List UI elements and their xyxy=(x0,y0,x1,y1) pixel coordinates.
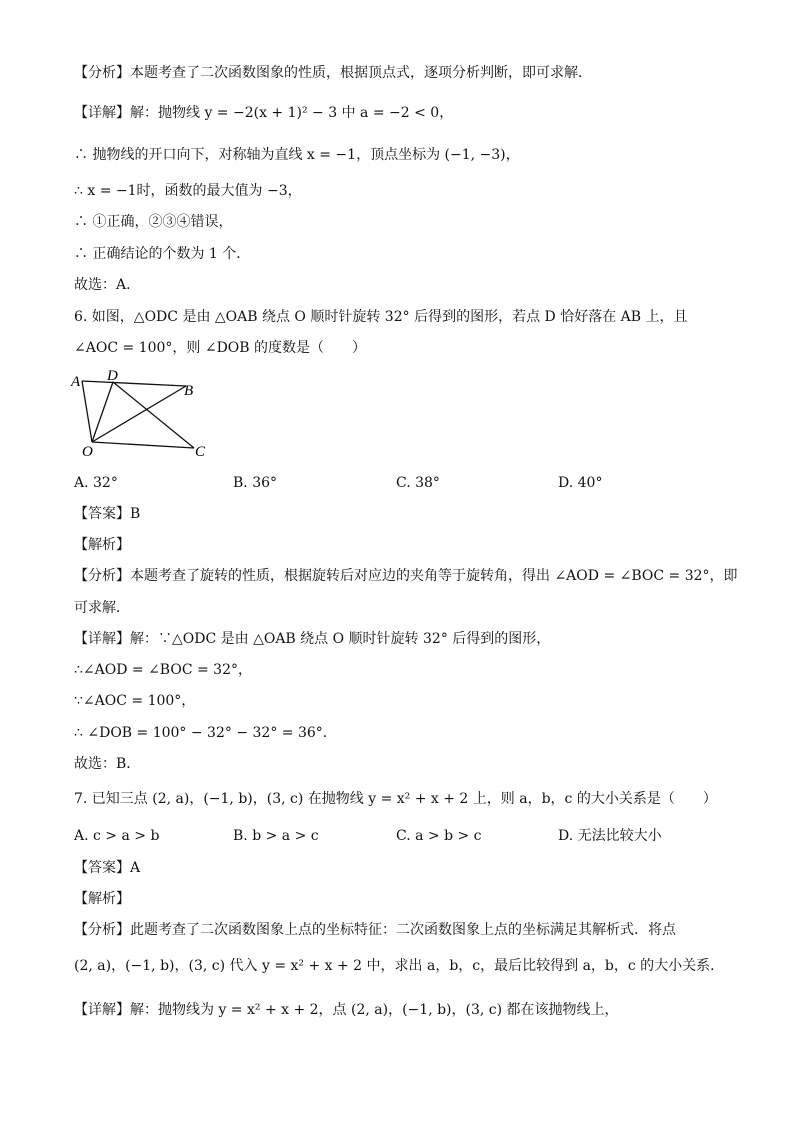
solution-q5-step1: ∴ 抛物线的开口向下，对称轴为直线 x = −1，顶点坐标为 (−1, −3)， xyxy=(74,147,520,163)
question-7-text: 7. 已知三点 (2, a)，(−1, b)，(3, c) 在抛物线 y = x² + x + 2 上，则 a，b，c 的大小关系是（ ） xyxy=(74,791,717,807)
answer-q6: 【答案】B xyxy=(74,506,141,522)
explanation-q7: 【解析】 xyxy=(74,891,130,907)
label-B: B xyxy=(184,383,194,399)
analysis-q7-cont: (2, a)，(−1, b)，(3, c) 代入 y = x² + x + 2 中，求出 a，b，c，最后比较得到 a，b，c 的大小关系． xyxy=(74,958,725,974)
q7-option-c: C. a > b > c xyxy=(396,828,482,844)
rotation-figure xyxy=(66,366,216,460)
solution-q7: 【详解】解：抛物线为 y = x² + x + 2，点 (2, a)，(−1, b)，(3, c) 都在该抛物线上， xyxy=(74,1002,619,1018)
solution-q6-step1: ∴∠AOD = ∠BOC = 32°， xyxy=(74,662,252,678)
q6-option-d: D. 40° xyxy=(558,475,603,491)
solution-q5-step4: ∴ 正确结论的个数为 1 个． xyxy=(74,246,251,262)
solution-q5: 【详解】解：抛物线 y = −2(x + 1)² − 3 中 a = −2 < 0， xyxy=(74,105,454,121)
solution-q5-step3: ∴ ①正确，②③④错误， xyxy=(74,214,233,230)
q6-option-c: C. 38° xyxy=(396,475,440,491)
segment-BO xyxy=(92,386,186,442)
label-D: D xyxy=(107,368,118,384)
solution-q6: 【详解】解：∵△ODC 是由 △OAB 绕点 O 顺时针旋转 32° 后得到的图形， xyxy=(74,631,551,647)
answer-choice-q5: 故选：A． xyxy=(74,277,141,293)
question-6-text: 6. 如图，△ODC 是由 △OAB 绕点 O 顺时针旋转 32° 后得到的图形，若点 D 恰好落在 AB 上，且 xyxy=(74,309,688,325)
question-6-text-cont: ∠AOC = 100°，则 ∠DOB 的度数是（ ） xyxy=(74,340,367,356)
solution-q6-step3: ∴ ∠DOB = 100° − 32° − 32° = 36°． xyxy=(74,725,337,741)
label-A: A xyxy=(71,374,81,390)
answer-choice-q6: 故选：B． xyxy=(74,756,141,772)
analysis-q7: 【分析】此题考查了二次函数图象上点的坐标特征：二次函数图象上点的坐标满足其解析式．将点 xyxy=(74,922,676,938)
solution-q5-step2: ∴ x = −1时，函数的最大值为 −3， xyxy=(74,183,302,199)
segment-OC xyxy=(92,442,194,448)
label-C: C xyxy=(195,444,206,460)
q6-option-b: B. 36° xyxy=(233,475,278,491)
analysis-q6-cont: 可求解． xyxy=(74,600,130,616)
q7-option-b: B. b > a > c xyxy=(233,828,319,844)
answer-q7: 【答案】A xyxy=(74,860,141,876)
analysis-q5: 【分析】本题考查了二次函数图象的性质，根据顶点式，逐项分析判断，即可求解． xyxy=(74,65,592,81)
label-O: O xyxy=(82,444,93,460)
segment-AB xyxy=(82,381,186,386)
segment-AO xyxy=(82,381,92,442)
q6-option-a: A. 32° xyxy=(74,475,118,491)
explanation-q6: 【解析】 xyxy=(74,537,130,553)
solution-q6-step2: ∵∠AOC = 100°， xyxy=(74,693,196,709)
q7-option-a: A. c > a > b xyxy=(74,828,160,844)
segment-DC xyxy=(113,382,194,448)
q7-option-d: D. 无法比较大小 xyxy=(558,828,662,844)
analysis-q6: 【分析】本题考查了旋转的性质，根据旋转后对应边的夹角等于旋转角，得出 ∠AOD = ∠BOC = 32°，即 xyxy=(74,568,738,584)
segment-DO xyxy=(92,382,113,442)
